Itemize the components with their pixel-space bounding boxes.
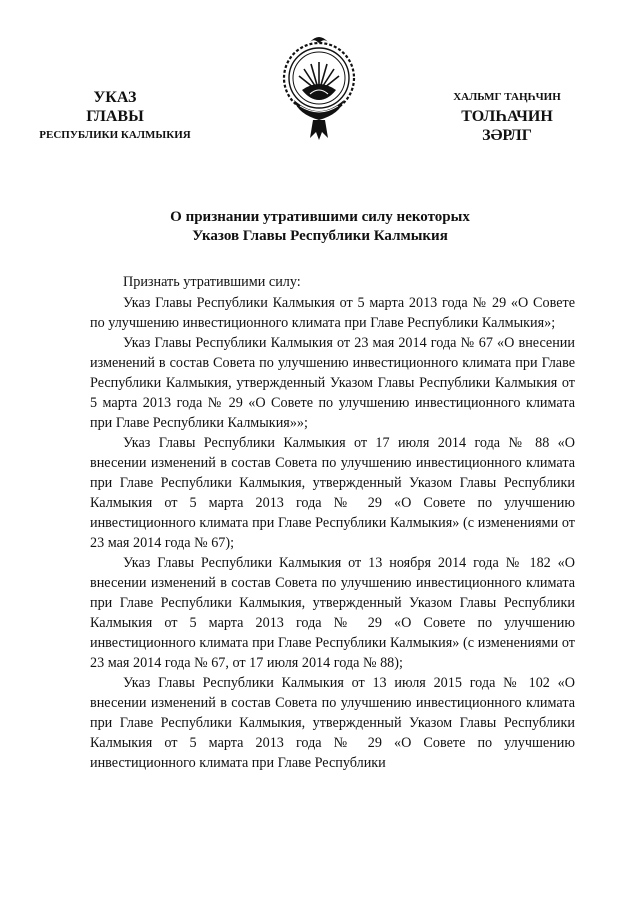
header-left-line2: ГЛАВЫ <box>86 108 144 125</box>
header-right-kalmyk <box>412 88 602 145</box>
header-left-line3: РЕСПУБЛИКИ КАЛМЫКИЯ <box>39 129 191 141</box>
title-line1: О признании утратившими силу некоторых <box>170 209 470 225</box>
header-right-line3: ЗӘРЛГ <box>482 127 532 144</box>
body-intro: Признать утратившими силу: <box>123 274 301 290</box>
document-title <box>100 208 540 246</box>
body-item: Указ Главы Республики Калмыкия от 13 июля 2015 года № 102 «О внесении изменений в состав Совета по улучшению инвестиционного климата при Главе Республики Калмыкия, утвержденный Указом Главы Республики Калмыкия от 5 марта 2013 года № 29 «О Совете по улучшению инвестиционного климата при Главе Республики <box>90 675 575 771</box>
coat-of-arms-icon <box>280 34 358 144</box>
body-item: Указ Главы Республики Калмыкия от 13 ноября 2014 года № 182 «О внесении изменений в состав Совета по улучшению инвестиционного климата при Главе Республики Калмыкия, утвержденный Указом Главы Республики Калмыкия от 5 марта 2013 года № 29 «О Совете по улучшению инвестиционного климата при Главе Республики Калмыкия» (с изменениями от 23 мая 2014 года № 67, от 17 июля 2014 года № 88); <box>90 555 575 671</box>
body-item: Указ Главы Республики Калмыкия от 5 марта 2013 года № 29 «О Совете по улучшению инвестиционного климата при Главе Республики Калмыкия»; <box>90 295 575 331</box>
title-line2: Указов Главы Республики Калмыкия <box>192 228 448 244</box>
body-item: Указ Главы Республики Калмыкия от 17 июля 2014 года № 88 «О внесении изменений в состав Совета по улучшению инвестиционного климата при Главе Республики Калмыкия, утвержденный Указом Главы Республики Калмыкия от 5 марта 2013 года № 29 «О Совете по улучшению инвестиционного климата при Главе Республики Калмыкия» (с изменениями от 23 мая 2014 года № 67); <box>90 435 575 551</box>
header-right-line1: ХАЛЬМГ ТАҢҺЧИН <box>453 91 561 103</box>
document-body <box>90 272 575 773</box>
header-right-line2: ТОЛҺАЧИН <box>461 108 553 125</box>
header-left-line1: УКАЗ <box>93 89 137 106</box>
header-left-russian <box>30 88 200 145</box>
body-item: Указ Главы Республики Калмыкия от 23 мая 2014 года № 67 «О внесении изменений в состав Совета по улучшению инвестиционного климата при Главе Республики Калмыкия, утвержденный Указом Главы Республики Калмыкия от 5 марта 2013 года № 29 «О Совете по улучшению инвестиционного климата при Главе Республики Калмыкия»»; <box>90 335 575 431</box>
